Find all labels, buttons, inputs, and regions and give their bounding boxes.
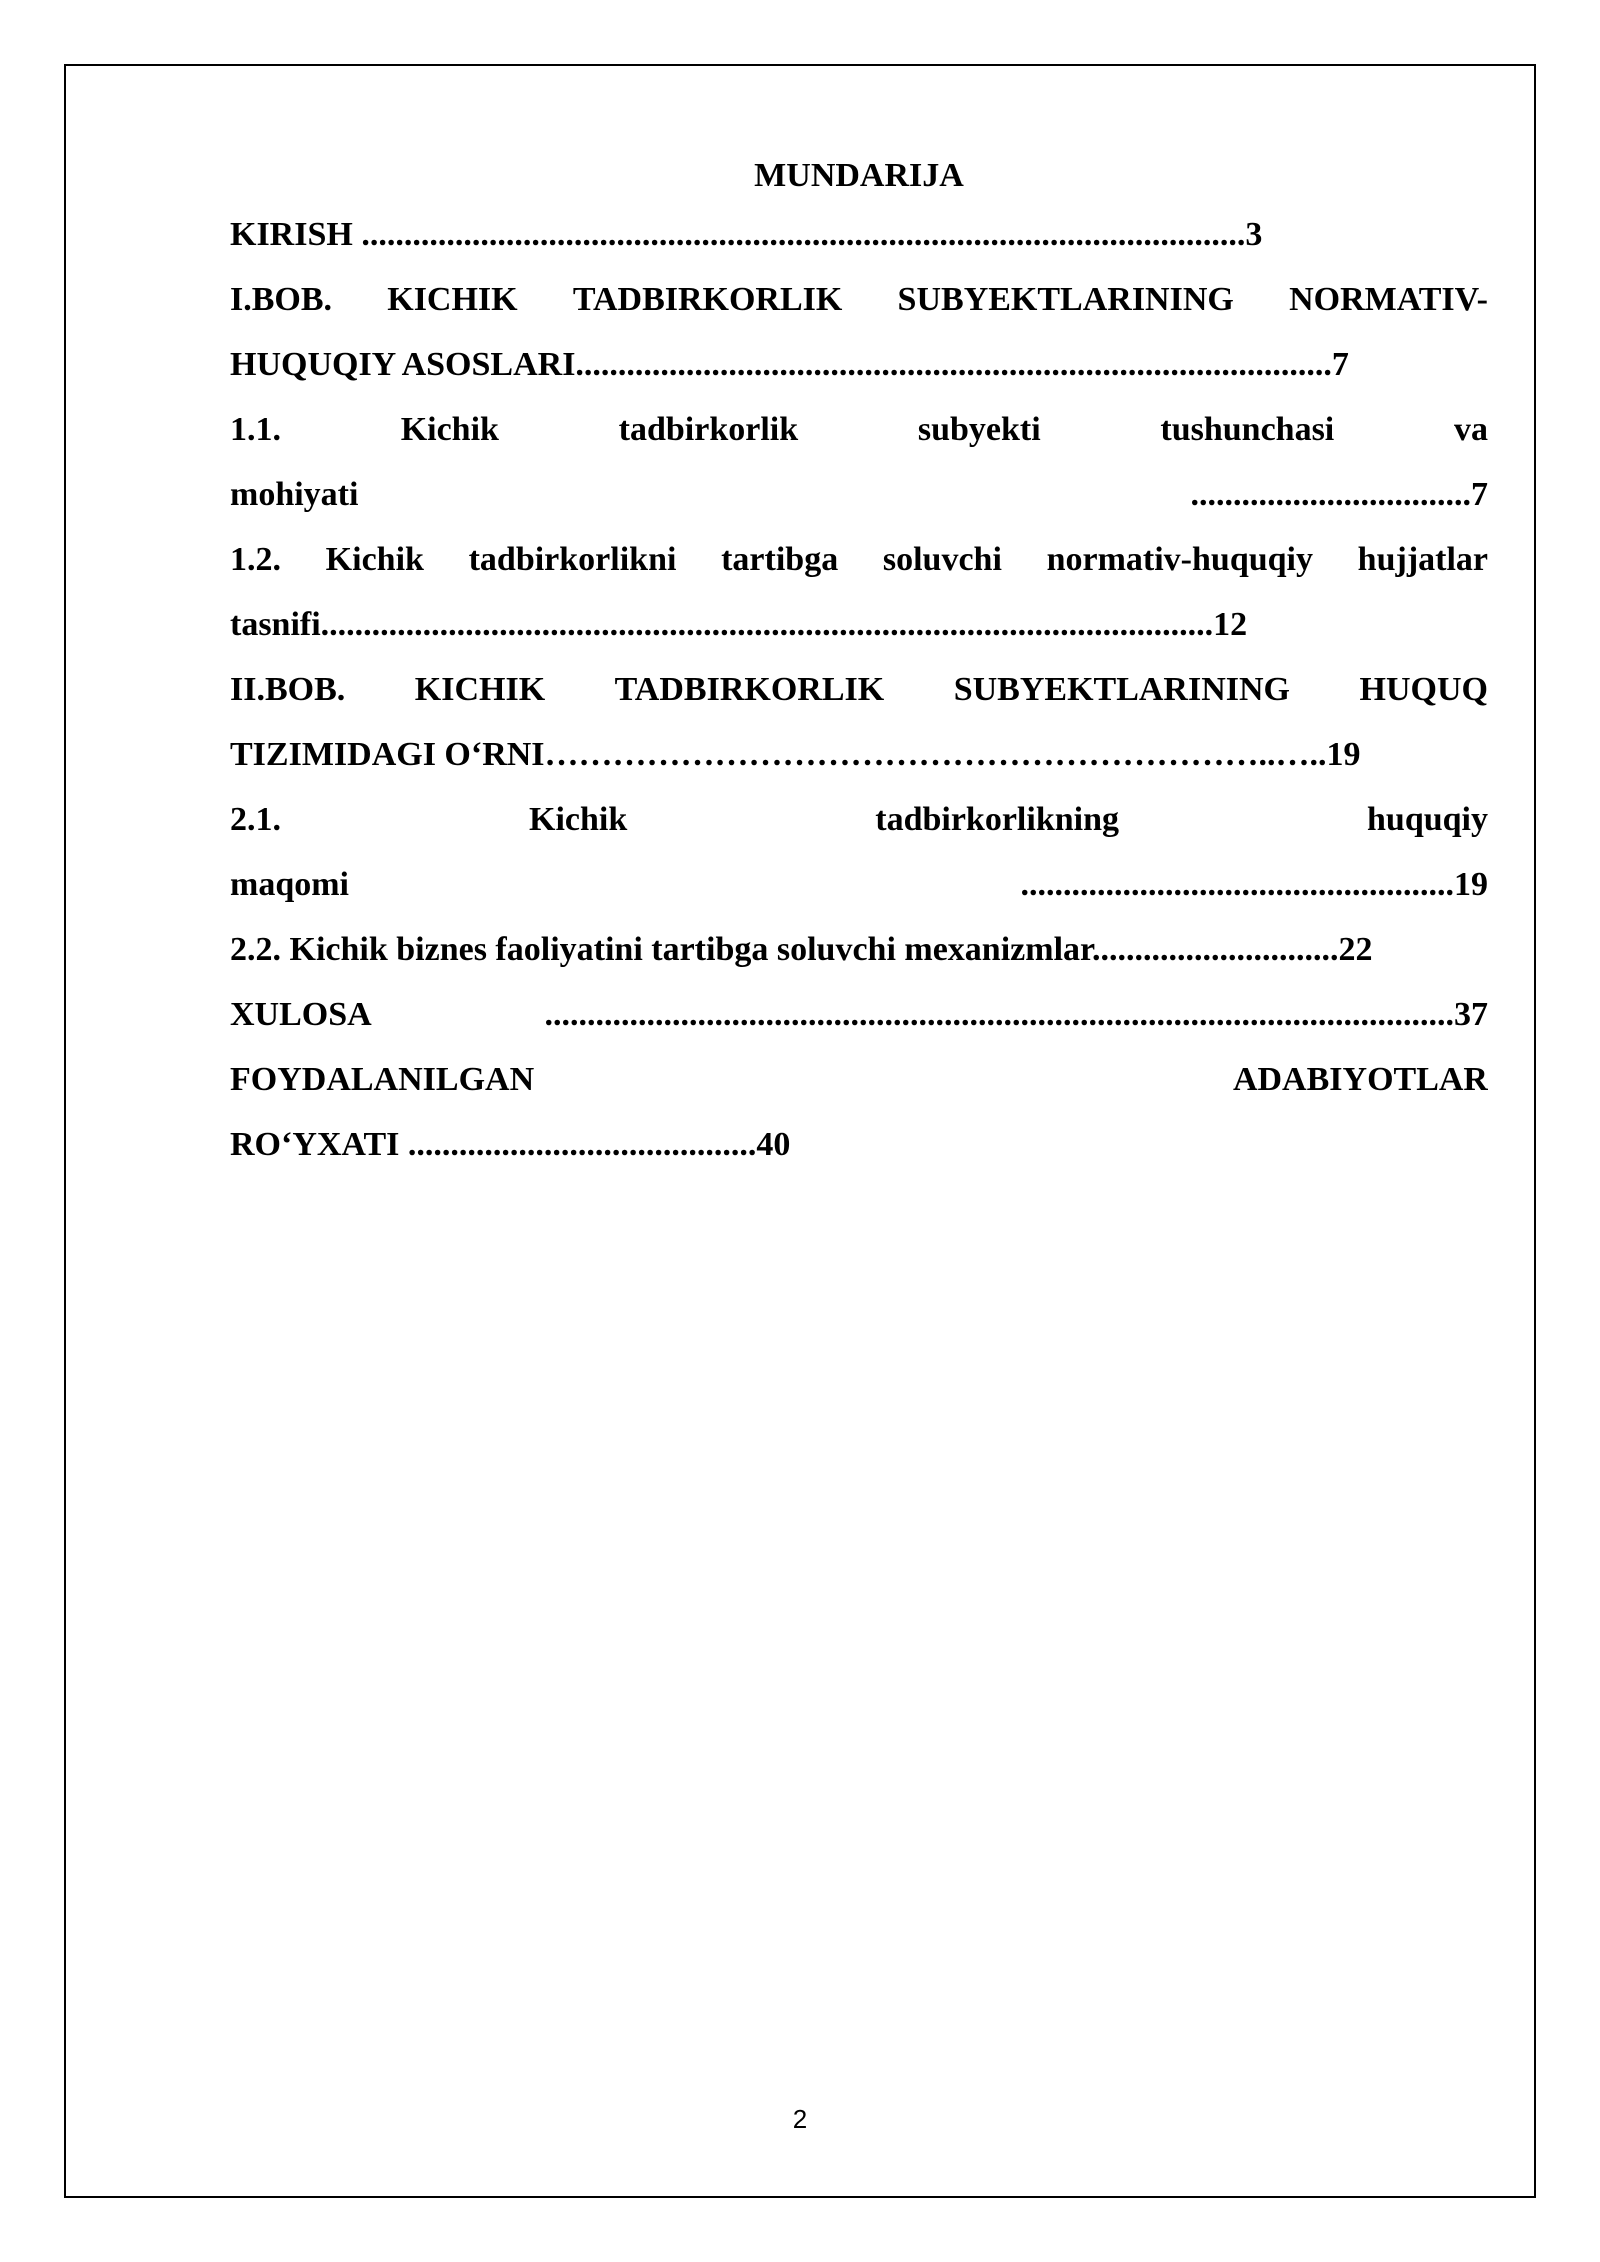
toc-word: TADBIRKORLIK xyxy=(572,281,843,318)
toc-entry-2-1-line2[interactable] xyxy=(230,852,1488,917)
toc-word: KICHIK xyxy=(387,281,518,318)
toc-word: Kichik xyxy=(400,411,499,448)
toc-word: normativ-huquqiy xyxy=(1046,541,1313,578)
toc-entry-bob2-line1[interactable] xyxy=(230,657,1488,722)
table-of-contents xyxy=(230,150,1488,1177)
toc-entry-2-2[interactable] xyxy=(230,917,1488,982)
toc-word: Kichik xyxy=(529,801,628,838)
toc-entry-text: 2.2. Kichik biznes faoliyatini tartibga soluvchi mexanizmlar.............................22 xyxy=(230,931,1373,968)
toc-word: KICHIK xyxy=(414,671,546,708)
toc-word: 1.1. xyxy=(230,411,281,448)
toc-word: I.BOB. xyxy=(230,281,333,318)
toc-word: va xyxy=(1453,411,1488,448)
toc-word: tadbirkorlikning xyxy=(875,801,1119,838)
toc-word: tartibga xyxy=(721,541,839,578)
toc-entry-1-1-line2[interactable] xyxy=(230,462,1488,527)
toc-entry-bob1-line1[interactable] xyxy=(230,267,1488,332)
toc-entry-bob2-line2[interactable] xyxy=(230,722,1488,787)
toc-entry-text: KIRISH ........................................................................................................3 xyxy=(230,216,1263,253)
toc-entry-kirish[interactable] xyxy=(230,202,1488,267)
toc-word: SUBYEKTLARINING xyxy=(897,281,1234,318)
toc-entry-adabiyot-line2[interactable] xyxy=(230,1112,1488,1177)
toc-word: II.BOB. xyxy=(230,671,346,708)
toc-entry-1-1-line1[interactable] xyxy=(230,397,1488,462)
toc-word: FOYDALANILGAN xyxy=(230,1061,535,1098)
toc-word: SUBYEKTLARINING xyxy=(953,671,1291,708)
toc-entry-2-1-line1[interactable] xyxy=(230,787,1488,852)
toc-word: ADABIYOTLAR xyxy=(1232,1061,1488,1098)
page-title: MUNDARIJA xyxy=(754,157,964,194)
toc-word: HUQUQ xyxy=(1359,671,1488,708)
toc-entry-1-2-line2[interactable] xyxy=(230,592,1488,657)
toc-entry-text: HUQUQIY ASOSLARI.........................................................................................7 xyxy=(230,346,1349,383)
toc-entry-text: tasnifi.........................................................................................................12 xyxy=(230,606,1248,643)
toc-entry-right: .................................7 xyxy=(1190,476,1488,513)
toc-word: tadbirkorlikni xyxy=(468,541,677,578)
toc-entry-left: XULOSA xyxy=(230,996,372,1033)
toc-word: huquqiy xyxy=(1367,801,1488,838)
toc-word: tadbirkorlik xyxy=(618,411,799,448)
toc-word: NORMATIV- xyxy=(1289,281,1488,318)
toc-word: hujjatlar xyxy=(1357,541,1488,578)
toc-word: tushunchasi xyxy=(1160,411,1335,448)
toc-entry-right: ...................................................19 xyxy=(1020,866,1488,903)
toc-entry-1-2-line1[interactable] xyxy=(230,527,1488,592)
toc-entry-text: RO‘YXATI .........................................40 xyxy=(230,1126,791,1163)
toc-entry-bob1-line2[interactable] xyxy=(230,332,1488,397)
toc-word: 2.1. xyxy=(230,801,281,838)
page-number: 2 xyxy=(792,2104,808,2134)
toc-entry-adabiyot-line1[interactable] xyxy=(230,1047,1488,1112)
toc-word: TADBIRKORLIK xyxy=(614,671,885,708)
toc-word: 1.2. xyxy=(230,541,281,578)
toc-entry-xulosa[interactable] xyxy=(230,982,1488,1047)
toc-entry-left: maqomi xyxy=(230,866,349,903)
toc-entry-right: ...........................................................................................................37 xyxy=(544,996,1488,1033)
toc-word: soluvchi xyxy=(882,541,1002,578)
toc-entry-text: TIZIMIDAGI O‘RNI………………………………………………………..…..19 xyxy=(230,736,1361,773)
toc-entry-left: mohiyati xyxy=(230,476,359,513)
toc-word: subyekti xyxy=(917,411,1041,448)
toc-word: Kichik xyxy=(325,541,424,578)
